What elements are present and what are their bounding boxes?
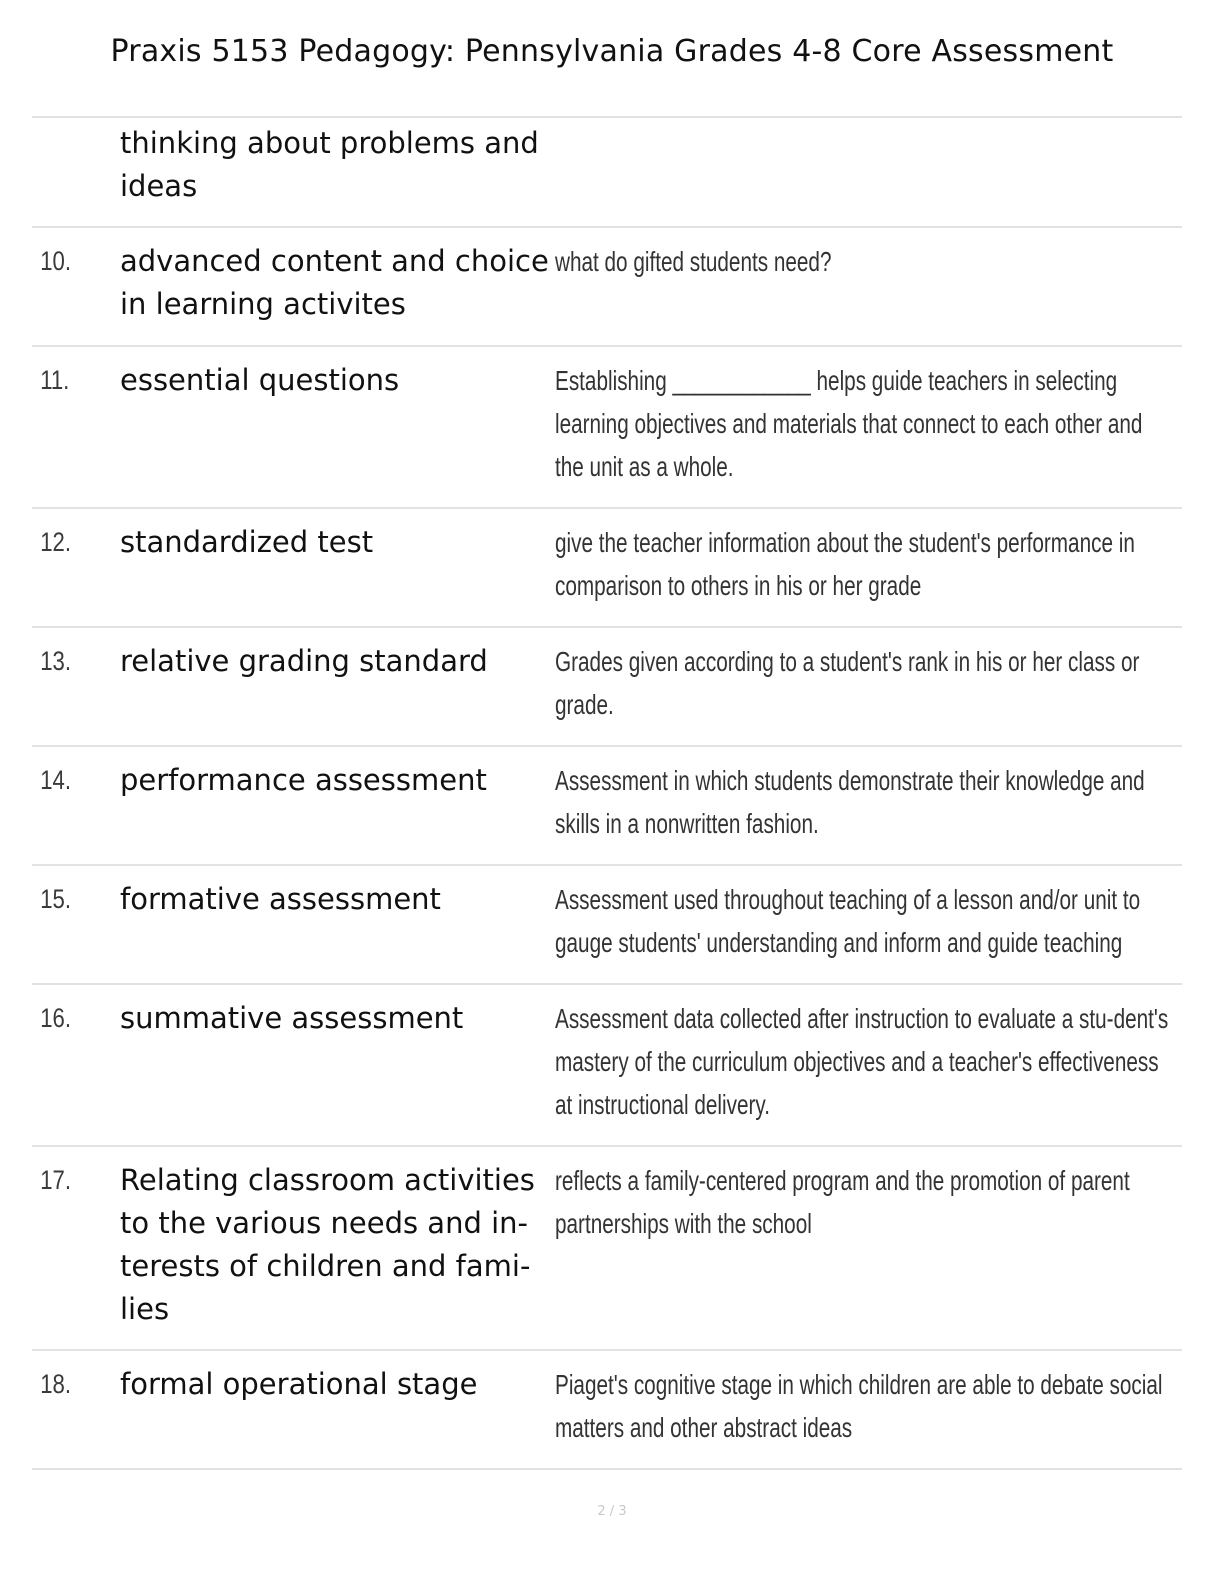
row-definition: Establishing ____________ helps guide teachers in selecting learning objectives and materials that connect to each other and the unit as a whole. [555, 365, 1143, 482]
row-term: formal operational stage [120, 1367, 478, 1401]
row-term: Relating classroom activities to the various needs and in-terests of children and fami-lies [120, 1163, 535, 1326]
table-row [32, 1147, 1182, 1349]
row-number: 14. [40, 765, 71, 795]
table-row [32, 1351, 1182, 1468]
table-row [32, 228, 1182, 345]
page-title: Praxis 5153 Pedagogy: Pennsylvania Grades 4-8 Core Assessment [110, 34, 1114, 69]
row-term: formative assessment [120, 882, 441, 916]
page-number: 2 / 3 [597, 1504, 627, 1519]
row-divider [32, 1468, 1182, 1470]
table-row [32, 985, 1182, 1145]
row-number: 18. [40, 1369, 71, 1399]
row-term: essential questions [120, 363, 400, 397]
row-number: 11. [40, 365, 70, 395]
table-row [32, 747, 1182, 864]
row-term: relative grading standard [120, 644, 488, 678]
row-definition: what do gifted students need? [555, 246, 832, 277]
row-definition: reflects a family-centered program and the promotion of parent partnerships with the school [555, 1165, 1130, 1239]
row-definition: Piaget's cognitive stage in which children are able to debate social matters and other abstract ideas [555, 1369, 1163, 1443]
row-definition: give the teacher information about the student's performance in comparison to others in his or her grade [555, 527, 1135, 601]
row-definition: Grades given according to a student's rank in his or her class or grade. [555, 646, 1140, 720]
row-definition: Assessment data collected after instruction to evaluate a stu-dent's mastery of the curriculum objectives and a teacher's effectiveness at instructional delivery. [555, 1003, 1169, 1120]
row-term: advanced content and choice in learning activites [120, 244, 549, 321]
row-number: 15. [40, 884, 71, 914]
row-number: 10. [40, 246, 71, 276]
row-number: 17. [40, 1165, 71, 1195]
table-row [32, 347, 1182, 507]
row-term: performance assessment [120, 763, 487, 797]
flashcard-table [32, 116, 1182, 1470]
row-number: 13. [40, 646, 71, 676]
table-row [32, 866, 1182, 983]
row-definition: Assessment in which students demonstrate their knowledge and skills in a nonwritten fashion. [555, 765, 1145, 839]
row-term: standardized test [120, 525, 374, 559]
row-definition: Assessment used throughout teaching of a lesson and/or unit to gauge students' understanding and inform and guide teaching [555, 884, 1141, 958]
row-term: summative assessment [120, 1001, 464, 1035]
row-number: 12. [40, 527, 71, 557]
row-term: thinking about problems and ideas [120, 126, 539, 203]
table-row [32, 628, 1182, 745]
row-number: 16. [40, 1003, 71, 1033]
table-row [32, 118, 1182, 226]
table-row [32, 509, 1182, 626]
